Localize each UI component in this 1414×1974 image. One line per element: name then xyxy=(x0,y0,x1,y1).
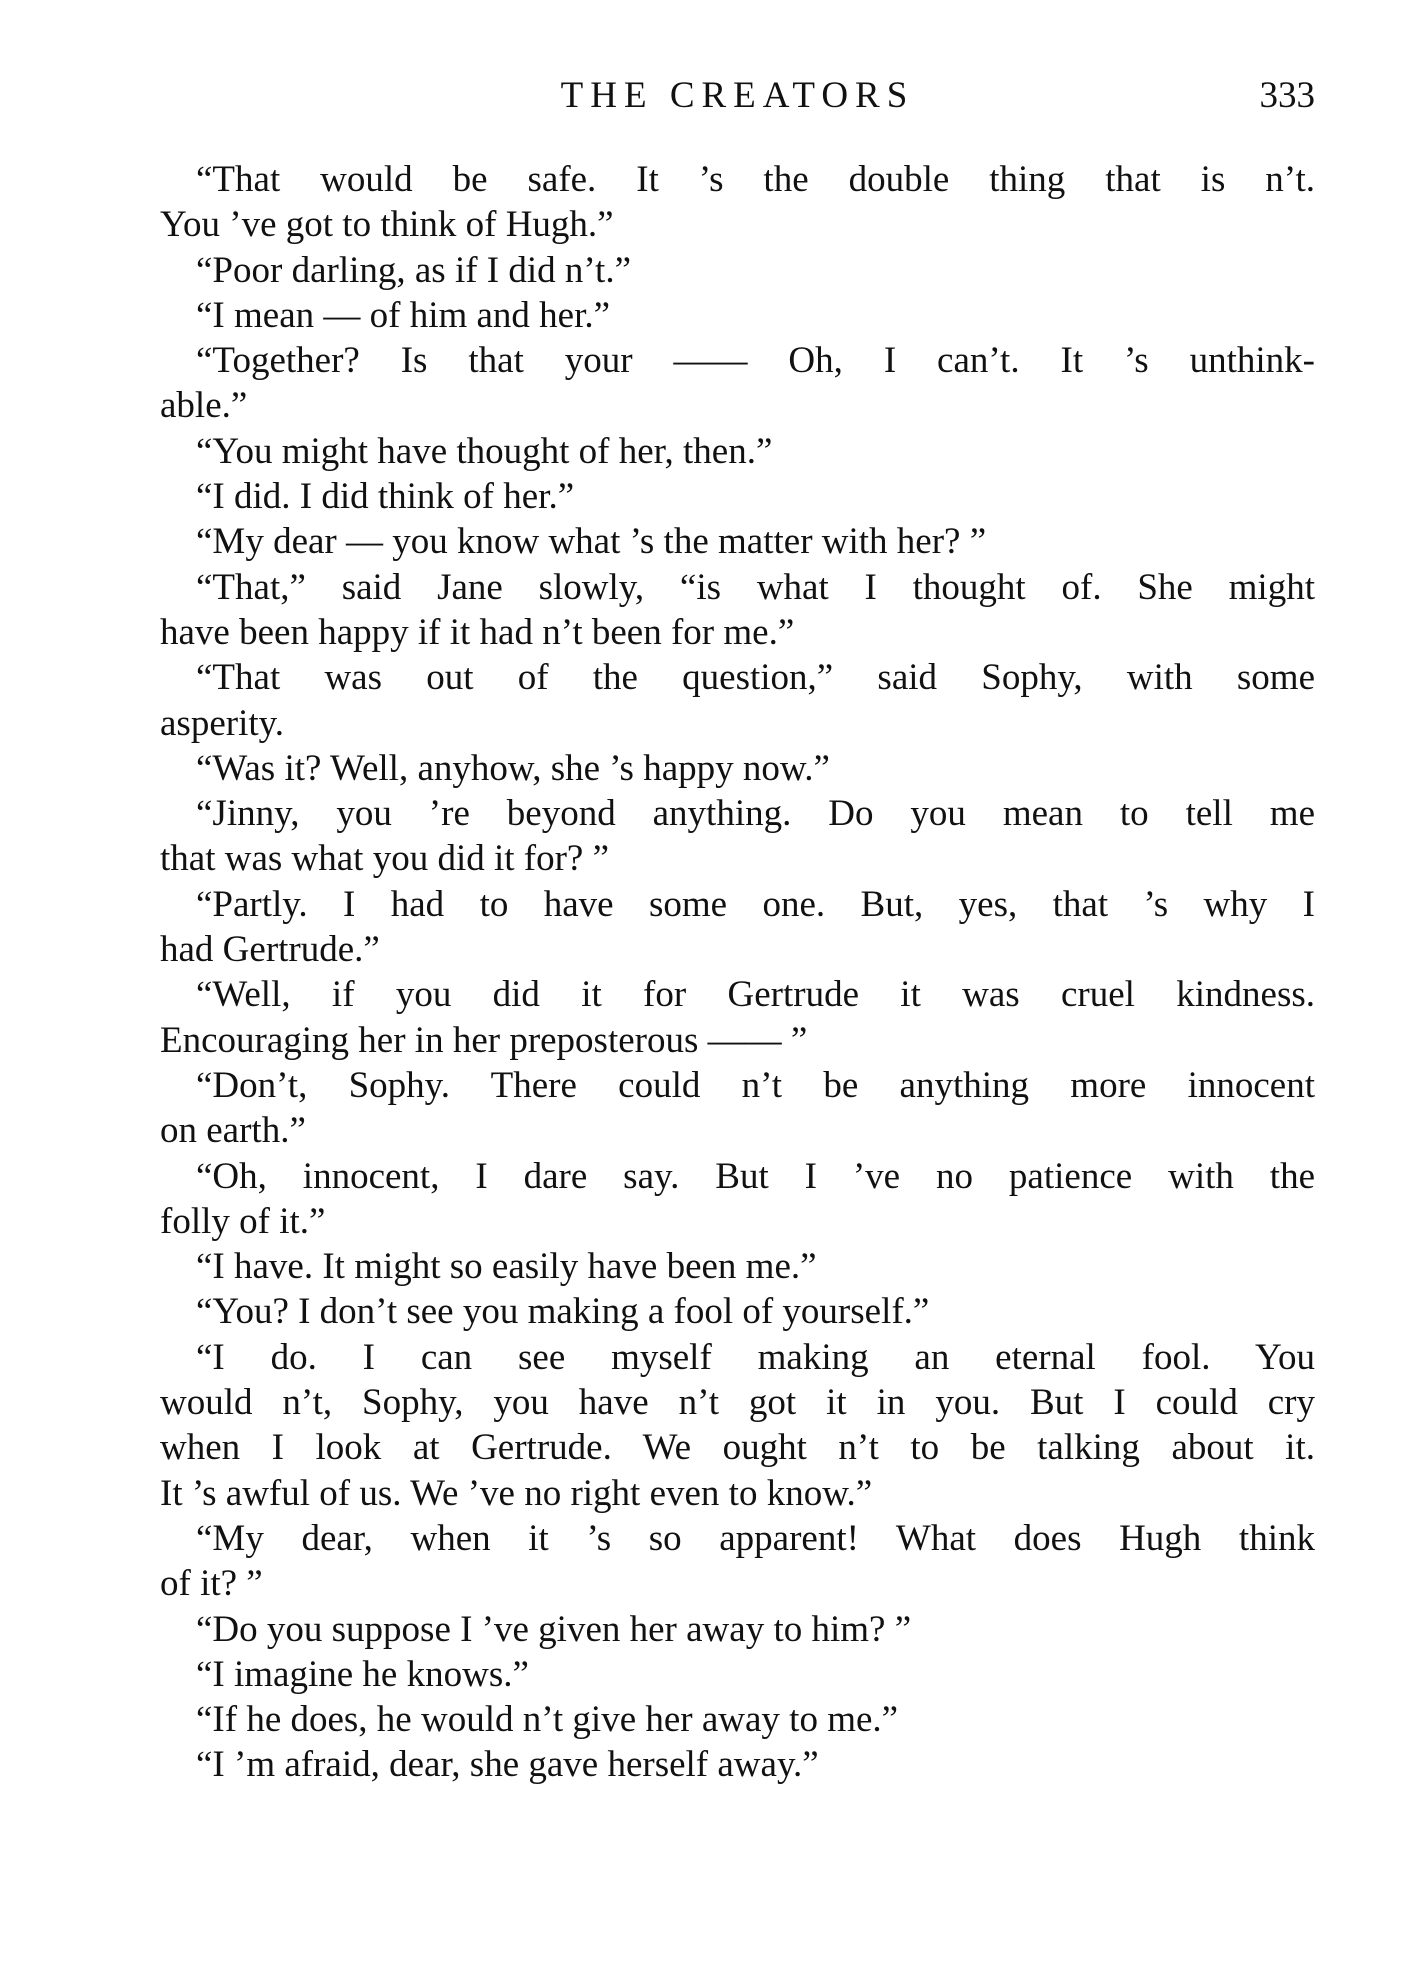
text-line: “I did. I did think of her.” xyxy=(196,476,575,518)
text-line: “Partly. I had to have some one. But, yes, that ’s why I xyxy=(196,883,1315,925)
text-line: that was what you did it for? ” xyxy=(160,838,610,880)
running-header xyxy=(160,74,1315,124)
text-line: “I imagine he knows.” xyxy=(196,1653,529,1695)
text-line: “Jinny, you ’re beyond anything. Do you mean to tell me xyxy=(196,793,1315,835)
text-line: “My dear — you know what ’s the matter with her? ” xyxy=(196,521,987,563)
text-line: “Was it? Well, anyhow, she ’s happy now.” xyxy=(196,747,830,789)
text-line: “My dear, when it ’s so apparent! What does Hugh think xyxy=(196,1517,1315,1559)
text-line: You ’ve got to think of Hugh.” xyxy=(160,204,614,246)
text-line: have been happy if it had n’t been for me.” xyxy=(160,611,795,653)
text-line: “Together? Is that your —— Oh, I can’t. It ’s unthink- xyxy=(196,340,1315,382)
text-line: folly of it.” xyxy=(160,1200,326,1242)
text-line: “Don’t, Sophy. There could n’t be anything more innocent xyxy=(196,1064,1315,1106)
text-line: “That,” said Jane slowly, “is what I thought of. She might xyxy=(196,566,1315,608)
text-line: “I mean — of him and her.” xyxy=(196,294,611,336)
text-line: would n’t, Sophy, you have n’t got it in you. But I could cry xyxy=(160,1382,1315,1424)
text-line: “You might have thought of her, then.” xyxy=(196,430,773,472)
text-line: It ’s awful of us. We ’ve no right even to know.” xyxy=(160,1472,873,1514)
text-line: on earth.” xyxy=(160,1110,306,1152)
page-number: 333 xyxy=(1259,75,1315,116)
text-line: “Do you suppose I ’ve given her away to him? ” xyxy=(196,1608,912,1650)
text-line: “I have. It might so easily have been me.” xyxy=(196,1246,817,1288)
body-text xyxy=(160,157,1315,1788)
text-line: “Well, if you did it for Gertrude it was cruel kindness. xyxy=(196,974,1315,1016)
text-line: able.” xyxy=(160,385,248,427)
text-line: “If he does, he would n’t give her away to me.” xyxy=(196,1699,899,1741)
text-line: asperity. xyxy=(160,702,284,744)
text-line: “Oh, innocent, I dare say. But I ’ve no patience with the xyxy=(196,1155,1315,1197)
text-line: “Poor darling, as if I did n’t.” xyxy=(196,249,632,291)
text-line: Encouraging her in her preposterous —— ” xyxy=(160,1019,808,1061)
text-line: “You? I don’t see you making a fool of yourself.” xyxy=(196,1291,930,1333)
text-line: had Gertrude.” xyxy=(160,929,380,971)
text-line: “That was out of the question,” said Sophy, with some xyxy=(196,657,1315,699)
text-line: “I ’m afraid, dear, she gave herself away.” xyxy=(196,1744,819,1786)
running-title: THE CREATORS xyxy=(560,75,915,116)
text-line: “I do. I can see myself making an eternal fool. You xyxy=(196,1336,1315,1378)
text-line: of it? ” xyxy=(160,1563,263,1605)
text-line: “That would be safe. It ’s the double thing that is n’t. xyxy=(196,159,1315,200)
text-line: when I look at Gertrude. We ought n’t to be talking about it. xyxy=(160,1427,1315,1469)
